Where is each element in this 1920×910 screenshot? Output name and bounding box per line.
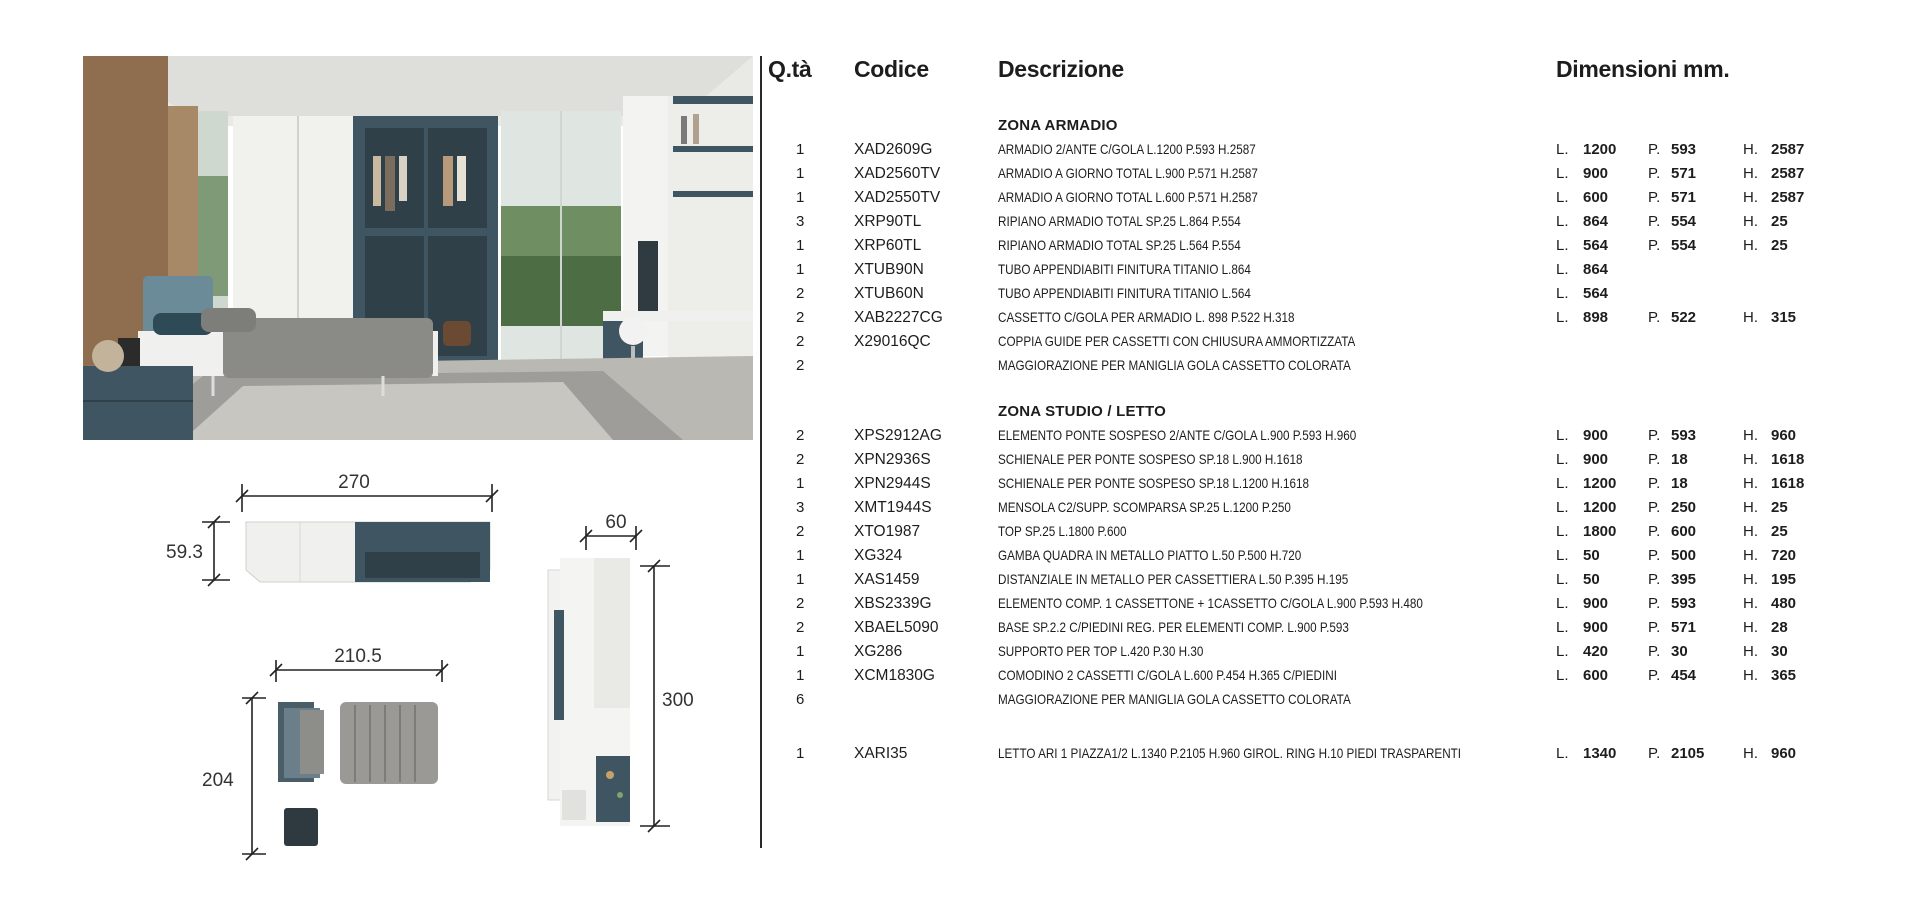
- cell-height: 960: [1771, 427, 1797, 444]
- cell-depth: 571: [1671, 619, 1697, 636]
- cell-code: XARI35: [854, 745, 908, 762]
- cell-height: 2587: [1771, 189, 1805, 206]
- header-description: Descrizione: [998, 56, 1124, 82]
- cell-depth: 593: [1671, 427, 1697, 444]
- cell-depth: 30: [1671, 643, 1688, 660]
- cell-qty: 1: [796, 141, 805, 158]
- cell-depth-prefix: P.: [1648, 475, 1661, 492]
- cell-depth: 593: [1671, 141, 1697, 158]
- section-rows-letto: [768, 742, 1908, 766]
- cell-description: RIPIANO ARMADIO TOTAL SP.25 L.564 P.554: [998, 238, 1241, 253]
- cell-depth-prefix: P.: [1648, 189, 1661, 206]
- cell-length: 50: [1583, 571, 1600, 588]
- cell-height: 1618: [1771, 475, 1805, 492]
- cell-depth-prefix: P.: [1648, 427, 1661, 444]
- cell-description: TUBO APPENDIABITI FINITURA TITANIO L.864: [998, 262, 1251, 277]
- table-row: [768, 472, 1908, 496]
- table-row: [768, 162, 1908, 186]
- cell-length: 1800: [1583, 523, 1617, 540]
- label-wardrobe-depth: 59.3: [166, 542, 203, 563]
- desk-plan: [548, 558, 630, 826]
- room-photo: [83, 56, 753, 440]
- cell-length: 900: [1583, 451, 1609, 468]
- cell-qty: 2: [796, 357, 805, 374]
- cell-height: 1618: [1771, 451, 1805, 468]
- cell-depth-prefix: P.: [1648, 141, 1661, 158]
- cell-height-prefix: H.: [1743, 475, 1758, 492]
- cell-length-prefix: L.: [1556, 547, 1569, 564]
- table-row: [768, 448, 1908, 472]
- table-row: [768, 496, 1908, 520]
- cell-height-prefix: H.: [1743, 643, 1758, 660]
- cell-height: 28: [1771, 619, 1788, 636]
- cell-depth: 250: [1671, 499, 1697, 516]
- cell-depth-prefix: P.: [1648, 523, 1661, 540]
- cell-length: 900: [1583, 619, 1609, 636]
- cell-height-prefix: H.: [1743, 667, 1758, 684]
- cell-length-prefix: L.: [1556, 309, 1569, 326]
- cell-description: ARMADIO 2/ANTE C/GOLA L.1200 P.593 H.2587: [998, 142, 1256, 157]
- cell-length: 864: [1583, 213, 1609, 230]
- cell-height-prefix: H.: [1743, 165, 1758, 182]
- cell-qty: 2: [796, 427, 805, 444]
- product-table: [768, 54, 1908, 766]
- table-row: [768, 138, 1908, 162]
- cell-code: XBS2339G: [854, 595, 932, 612]
- cell-length: 564: [1583, 285, 1609, 302]
- cell-code: XPN2944S: [854, 475, 931, 492]
- table-row: [768, 330, 1908, 354]
- cell-code: XRP60TL: [854, 237, 922, 254]
- cell-height-prefix: H.: [1743, 451, 1758, 468]
- cell-description: CASSETTO C/GOLA PER ARMADIO L. 898 P.522 H.318: [998, 310, 1295, 325]
- cell-height: 2587: [1771, 141, 1805, 158]
- cell-height-prefix: H.: [1743, 427, 1758, 444]
- cell-height-prefix: H.: [1743, 571, 1758, 588]
- label-bed-width: 210.5: [334, 646, 382, 667]
- cell-length: 900: [1583, 165, 1609, 182]
- cell-depth-prefix: P.: [1648, 595, 1661, 612]
- bedroom-illustration: [83, 56, 753, 440]
- table-row: [768, 424, 1908, 448]
- cell-code: XTUB90N: [854, 261, 924, 278]
- cell-description: ELEMENTO COMP. 1 CASSETTONE + 1CASSETTO C/GOLA L.900 P.593 H.480: [998, 596, 1423, 611]
- cell-depth-prefix: P.: [1648, 309, 1661, 326]
- cell-height: 365: [1771, 667, 1797, 684]
- table-row: [768, 742, 1908, 766]
- cell-description: COPPIA GUIDE PER CASSETTI CON CHIUSURA AMMORTIZZATA: [998, 334, 1356, 349]
- cell-depth-prefix: P.: [1648, 547, 1661, 564]
- table-row: [768, 640, 1908, 664]
- cell-description: ARMADIO A GIORNO TOTAL L.600 P.571 H.2587: [998, 190, 1258, 205]
- table-row: [768, 234, 1908, 258]
- cell-description: ELEMENTO PONTE SOSPESO 2/ANTE C/GOLA L.900 P.593 H.960: [998, 428, 1357, 443]
- cell-qty: 1: [796, 643, 805, 660]
- cell-qty: 1: [796, 475, 805, 492]
- cell-length: 1200: [1583, 141, 1617, 158]
- cell-height: 315: [1771, 309, 1797, 326]
- cell-qty: 1: [796, 237, 805, 254]
- table-row: [768, 186, 1908, 210]
- cell-qty: 1: [796, 745, 805, 762]
- cell-length: 898: [1583, 309, 1609, 326]
- cell-description: LETTO ARI 1 PIAZZA1/2 L.1340 P.2105 H.960 GIROL. RING H.10 PIEDI TRASPARENTI: [998, 746, 1462, 761]
- table-row: [768, 210, 1908, 234]
- cell-length-prefix: L.: [1556, 189, 1569, 206]
- cell-depth: 571: [1671, 189, 1697, 206]
- floor-plan-svg: [150, 460, 710, 880]
- cell-length-prefix: L.: [1556, 451, 1569, 468]
- cell-code: XAD2609G: [854, 141, 933, 158]
- cell-height-prefix: H.: [1743, 619, 1758, 636]
- cell-height: 25: [1771, 237, 1788, 254]
- cell-height-prefix: H.: [1743, 237, 1758, 254]
- cell-depth: 593: [1671, 595, 1697, 612]
- cell-length: 1200: [1583, 499, 1617, 516]
- cell-length-prefix: L.: [1556, 499, 1569, 516]
- cell-length-prefix: L.: [1556, 667, 1569, 684]
- cell-height: 2587: [1771, 165, 1805, 182]
- cell-depth-prefix: P.: [1648, 619, 1661, 636]
- cell-code: XRP90TL: [854, 213, 922, 230]
- cell-depth: 2105: [1671, 745, 1705, 762]
- cell-code: XAD2550TV: [854, 189, 941, 206]
- cell-description: MAGGIORAZIONE PER MANIGLIA GOLA CASSETTO COLORATA: [998, 358, 1351, 373]
- label-desk-length: 300: [662, 690, 694, 711]
- wardrobe-plan: [246, 522, 490, 582]
- cell-height: 25: [1771, 213, 1788, 230]
- cell-code: XPS2912AG: [854, 427, 942, 444]
- cell-depth: 500: [1671, 547, 1697, 564]
- table-row: [768, 664, 1908, 688]
- section-title-armadio: ZONA ARMADIO: [998, 117, 1118, 134]
- table-row: [768, 258, 1908, 282]
- cell-depth: 18: [1671, 451, 1688, 468]
- cell-description: SCHIENALE PER PONTE SOSPESO SP.18 L.900 H.1618: [998, 452, 1303, 467]
- cell-length: 900: [1583, 595, 1609, 612]
- table-row: [768, 354, 1908, 378]
- label-wardrobe-width: 270: [338, 472, 370, 493]
- cell-description: SCHIENALE PER PONTE SOSPESO SP.18 L.1200 H.1618: [998, 476, 1310, 491]
- cell-description: BASE SP.2.2 C/PIEDINI REG. PER ELEMENTI COMP. L.900 P.593: [998, 620, 1349, 635]
- bed-plan: [278, 702, 438, 846]
- table-row: [768, 306, 1908, 330]
- cell-height-prefix: H.: [1743, 213, 1758, 230]
- cell-qty: 2: [796, 285, 805, 302]
- label-desk-depth: 60: [605, 512, 627, 533]
- cell-depth: 395: [1671, 571, 1697, 588]
- cell-code: XG286: [854, 643, 903, 660]
- table-row: [768, 544, 1908, 568]
- cell-length: 864: [1583, 261, 1609, 278]
- cell-code: XCM1830G: [854, 667, 935, 684]
- cell-qty: 6: [796, 691, 805, 708]
- cell-depth-prefix: P.: [1648, 213, 1661, 230]
- cell-depth-prefix: P.: [1648, 571, 1661, 588]
- cell-depth-prefix: P.: [1648, 667, 1661, 684]
- cell-height-prefix: H.: [1743, 499, 1758, 516]
- cell-code: XPN2936S: [854, 451, 931, 468]
- cell-depth-prefix: P.: [1648, 165, 1661, 182]
- cell-qty: 2: [796, 619, 805, 636]
- section-rows-studio-letto: [768, 424, 1908, 712]
- section-rows-armadio: [768, 138, 1908, 378]
- cell-height: 25: [1771, 499, 1788, 516]
- cell-length-prefix: L.: [1556, 261, 1569, 278]
- cell-depth: 571: [1671, 165, 1697, 182]
- cell-qty: 1: [796, 547, 805, 564]
- cell-depth-prefix: P.: [1648, 451, 1661, 468]
- cell-height: 30: [1771, 643, 1788, 660]
- cell-qty: 3: [796, 213, 805, 230]
- table-row: [768, 568, 1908, 592]
- cell-qty: 1: [796, 571, 805, 588]
- cell-description: MAGGIORAZIONE PER MANIGLIA GOLA CASSETTO COLORATA: [998, 692, 1351, 707]
- cell-length-prefix: L.: [1556, 643, 1569, 660]
- dimension-drawings: [150, 460, 710, 880]
- cell-length-prefix: L.: [1556, 475, 1569, 492]
- cell-depth: 600: [1671, 523, 1697, 540]
- cell-qty: 2: [796, 451, 805, 468]
- cell-code: XTO1987: [854, 523, 921, 540]
- cell-height-prefix: H.: [1743, 547, 1758, 564]
- cell-qty: 3: [796, 499, 805, 516]
- cell-depth: 522: [1671, 309, 1697, 326]
- cell-description: DISTANZIALE IN METALLO PER CASSETTIERA L.50 P.395 H.195: [998, 572, 1349, 587]
- cell-description: MENSOLA C2/SUPP. SCOMPARSA SP.25 L.1200 P.250: [998, 500, 1291, 515]
- cell-height: 960: [1771, 745, 1797, 762]
- column-divider: [760, 56, 762, 848]
- cell-qty: 2: [796, 595, 805, 612]
- cell-length: 1200: [1583, 475, 1617, 492]
- cell-qty: 1: [796, 261, 805, 278]
- cell-length-prefix: L.: [1556, 213, 1569, 230]
- cell-code: XMT1944S: [854, 499, 932, 516]
- cell-code: XG324: [854, 547, 903, 564]
- cell-depth-prefix: P.: [1648, 745, 1661, 762]
- table-row: [768, 688, 1908, 712]
- header-code: Codice: [854, 56, 929, 82]
- cell-depth: 554: [1671, 213, 1697, 230]
- cell-length-prefix: L.: [1556, 571, 1569, 588]
- cell-height-prefix: H.: [1743, 595, 1758, 612]
- cell-length: 564: [1583, 237, 1609, 254]
- cell-description: SUPPORTO PER TOP L.420 P.30 H.30: [998, 644, 1204, 659]
- section-title-studio-letto: ZONA STUDIO / LETTO: [998, 403, 1166, 420]
- table-row: [768, 282, 1908, 306]
- cell-length-prefix: L.: [1556, 285, 1569, 302]
- cell-height-prefix: H.: [1743, 141, 1758, 158]
- cell-height-prefix: H.: [1743, 523, 1758, 540]
- cell-depth-prefix: P.: [1648, 499, 1661, 516]
- cell-length-prefix: L.: [1556, 619, 1569, 636]
- cell-description: TUBO APPENDIABITI FINITURA TITANIO L.564: [998, 286, 1251, 301]
- cell-height: 25: [1771, 523, 1788, 540]
- cell-description: GAMBA QUADRA IN METALLO PIATTO L.50 P.500 H.720: [998, 548, 1302, 563]
- table-row: [768, 520, 1908, 544]
- cell-depth: 554: [1671, 237, 1697, 254]
- cell-qty: 1: [796, 165, 805, 182]
- cell-length-prefix: L.: [1556, 141, 1569, 158]
- cell-code: XAS1459: [854, 571, 920, 588]
- table-row: [768, 592, 1908, 616]
- table-row: [768, 616, 1908, 640]
- cell-length-prefix: L.: [1556, 595, 1569, 612]
- cell-length: 420: [1583, 643, 1609, 660]
- cell-code: XBAEL5090: [854, 619, 939, 636]
- label-bed-length: 204: [202, 770, 234, 791]
- cell-description: TOP SP.25 L.1800 P.600: [998, 524, 1127, 539]
- cell-height-prefix: H.: [1743, 745, 1758, 762]
- cell-length-prefix: L.: [1556, 427, 1569, 444]
- header-qty: Q.tà: [768, 56, 812, 82]
- cell-depth: 18: [1671, 475, 1688, 492]
- cell-height: 720: [1771, 547, 1797, 564]
- cell-height: 195: [1771, 571, 1797, 588]
- cell-code: XAB2227CG: [854, 309, 943, 326]
- cell-qty: 2: [796, 333, 805, 350]
- cell-length: 50: [1583, 547, 1600, 564]
- cell-qty: 1: [796, 189, 805, 206]
- cell-length: 1340: [1583, 745, 1617, 762]
- cell-qty: 2: [796, 309, 805, 326]
- cell-length-prefix: L.: [1556, 237, 1569, 254]
- cell-height: 480: [1771, 595, 1797, 612]
- cell-code: X29016QC: [854, 333, 931, 350]
- table-header: [768, 54, 1908, 114]
- cell-qty: 2: [796, 523, 805, 540]
- cell-length-prefix: L.: [1556, 165, 1569, 182]
- cell-description: ARMADIO A GIORNO TOTAL L.900 P.571 H.2587: [998, 166, 1258, 181]
- cell-length: 600: [1583, 189, 1609, 206]
- header-dimensions: Dimensioni mm.: [1556, 56, 1730, 82]
- cell-description: COMODINO 2 CASSETTI C/GOLA L.600 P.454 H.365 C/PIEDINI: [998, 668, 1337, 683]
- cell-height-prefix: H.: [1743, 309, 1758, 326]
- cell-depth-prefix: P.: [1648, 643, 1661, 660]
- cell-code: XAD2560TV: [854, 165, 941, 182]
- cell-description: RIPIANO ARMADIO TOTAL SP.25 L.864 P.554: [998, 214, 1241, 229]
- cell-depth: 454: [1671, 667, 1697, 684]
- cell-length: 600: [1583, 667, 1609, 684]
- cell-length-prefix: L.: [1556, 745, 1569, 762]
- cell-depth-prefix: P.: [1648, 237, 1661, 254]
- cell-height-prefix: H.: [1743, 189, 1758, 206]
- cell-length-prefix: L.: [1556, 523, 1569, 540]
- cell-length: 900: [1583, 427, 1609, 444]
- cell-code: XTUB60N: [854, 285, 924, 302]
- cell-qty: 1: [796, 667, 805, 684]
